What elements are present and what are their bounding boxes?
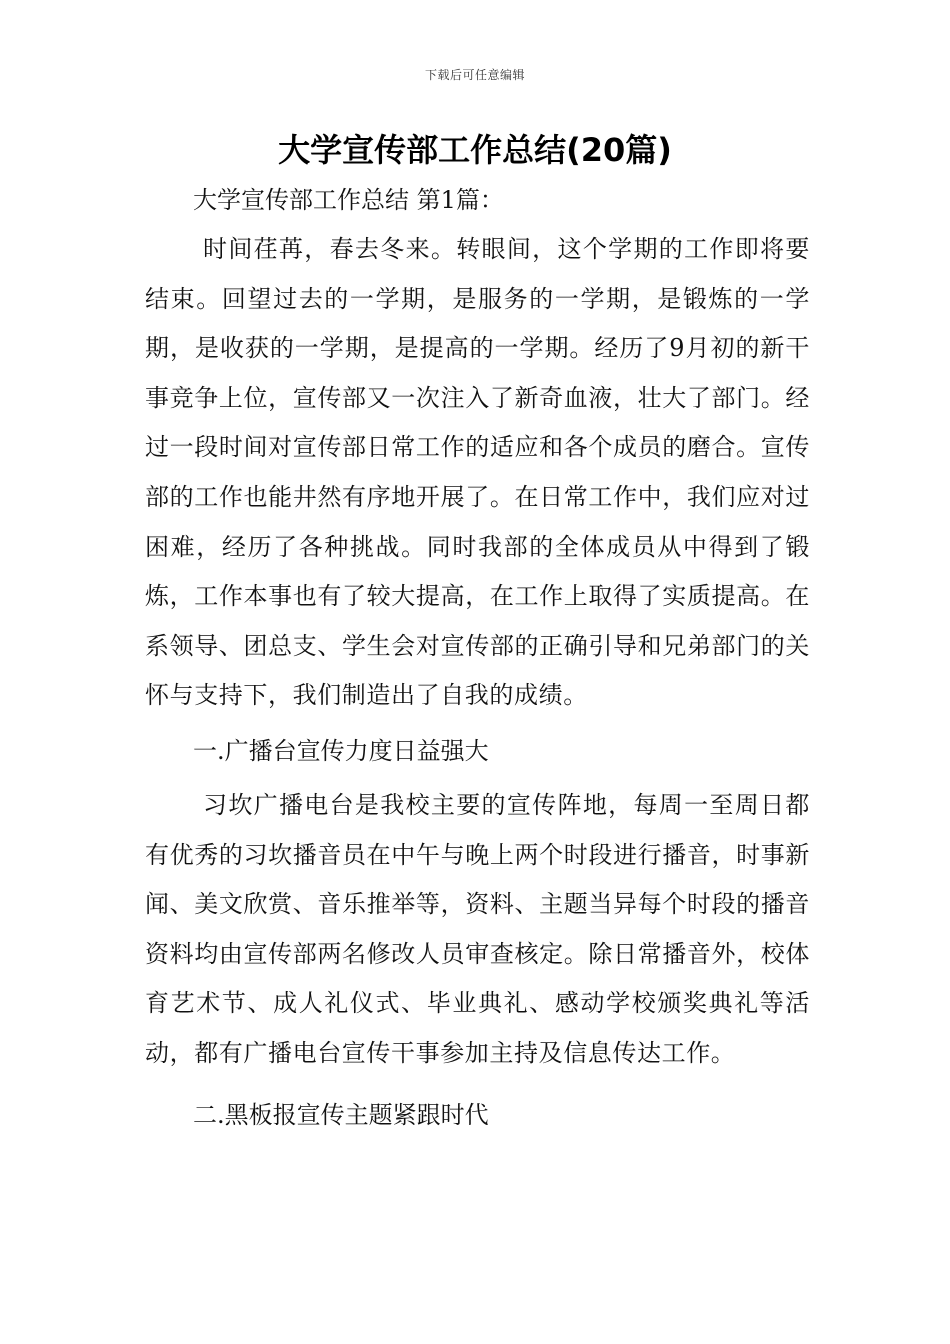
intro-paragraph: 时间荏苒，春去冬来。转眼间，这个学期的工作即将要结束。回望过去的一学期，是服务的一学期，是锻炼的一学期，是收获的一学期，是提高的一学期。经历了9月初的新干事竞争上位，宣传部又一次注入了新奇血液，壮大了部门。经过一段时间对宣传部日常工作的适应和各个成员的磨合。宣传部的工作也能井然有序地开展了。在日常工作中，我们应对过困难，经历了各种挑战。同时我部的全体成员从中得到了锻炼，工作本事也有了较大提高，在工作上取得了实质提高。在系领导、团总支、学生会对宣传部的正确引导和兄弟部门的关怀与支持下，我们制造出了自我的成绩。 [145,235,810,710]
document-title: 大学宣传部工作总结(20篇) [278,131,672,169]
document-body [145,175,810,1145]
article-subtitle: 大学宣传部工作总结 第1篇： [193,186,504,214]
broadcast-paragraph: 习坎广播电台是我校主要的宣传阵地，每周一至周日都有优秀的习坎播音员在中午与晚上两个时段进行播音，时事新闻、美文欣赏、音乐推举等，资料、主题当异每个时段的播音资料均由宣传部两名修改人员审查核定。除日常播音外，校体育艺术节、成人礼仪式、毕业典礼、感动学校颁奖典礼等活动，都有广播电台宣传干事参加主持及信息传达工作。 [145,790,810,1067]
header-note: 下载后可任意编辑 [424,68,525,82]
section-heading-broadcast: 一.广播台宣传力度日益强大 [193,736,489,765]
section-heading-blackboard: 二.黑板报宣传主题紧跟时代 [193,1100,489,1129]
